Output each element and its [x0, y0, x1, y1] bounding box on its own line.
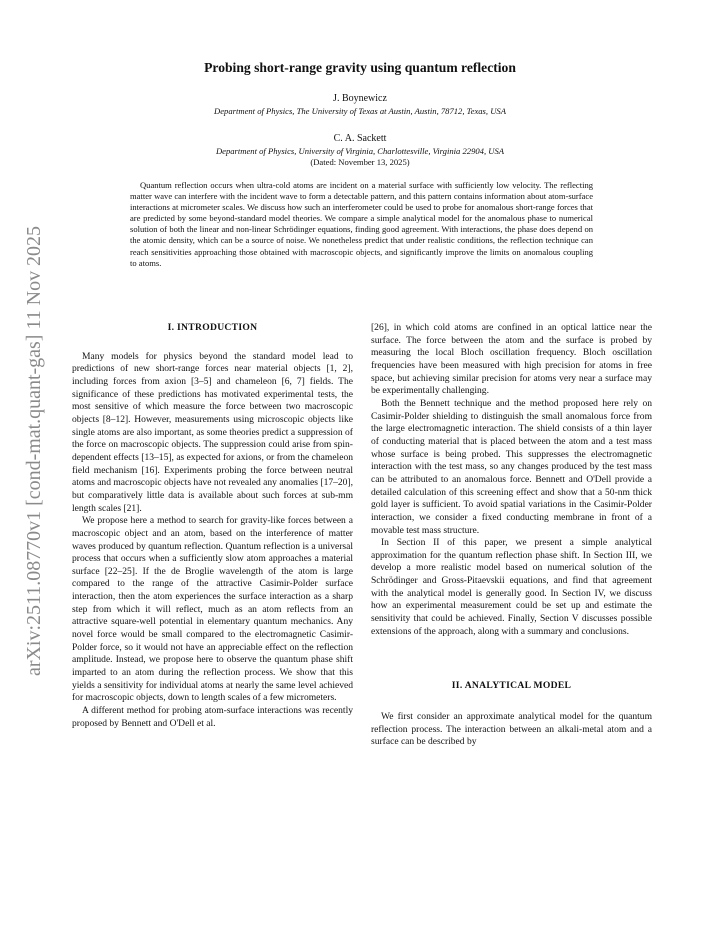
intro-paragraph-2: We propose here a method to search for gravity-like forces between a macroscopic object and an atom, based on the interference of matter waves produced by quantum reflection. Quantum reflection is a universal process that occurs when a sufficiently slow atom approaches a material surface [22–25]. If the de Broglie wavelength of the atom is large compared to the range of the attractive Casimir-Polder surface interaction, then the atom experiences the surface interaction as a sharp step from which it will reflect, much as an atom reflects from an attractive square-well potential in elementary quantum mechanics. Any novel force would be small compared to the electromagnetic Casimir-Polder force, so it would not have an appreciable effect on the reflection amplitude. Instead, we propose here to observe the quantum phase shift imparted to an atom during the reflection process. We show that this yields a sensitivity for individual atoms at nearly the same level achieved for macroscopic objects, down to length scales of a few micrometers. — [72, 515, 353, 704]
left-column — [72, 322, 353, 730]
section-heading-analytical-model: II. ANALYTICAL MODEL — [451, 680, 572, 692]
abstract: Quantum reflection occurs when ultra-cold atoms are incident on a material surface with sufficiently low velocity. The reflecting matter wave can interfere with the incident wave to form a detectable pattern, and this pattern contains information about atom-surface interactions at micrometer scales. We discuss how such an interferometer could be used to probe for anomalous short-range forces that are predicted by some beyond-standard model theories. We compare a simple analytical model for the anomalous phase to numerical solution of both the linear and non-linear Schrödinger equations, finding good agreement. With interactions, the phase does depend on the atomic density, which can be a source of noise. We nonetheless predict that under realistic conditions, the reflection technique can reach sensitivities approaching those obtained with macroscopic objects, and significantly improve the limits on anomalous coupling to atoms. — [130, 180, 593, 268]
dated-line: (Dated: November 13, 2025) — [310, 157, 410, 167]
intro-paragraph-continued: [26], in which cold atoms are confined in an optical lattice near the surface. The force between the atom and the surface is probed by measuring the local Bloch oscillation frequency. Bloch oscillation frequencies have been measured with high precision for atoms in free space, but achieving similar precision for atoms very near a surface may be experimentally challenging. — [371, 322, 652, 397]
arxiv-stamp-text: arXiv:2511.08770v1 [cond-mat.quant-gas] 11 Nov 2025 — [24, 236, 45, 676]
intro-paragraph-1: Many models for physics beyond the standard model lead to predictions of new short-range forces near material objects [1, 2], including forces from axion [3–5] and chameleon [6, 7] fields. The significance of these predictions has motivated experimental tests, the most sensitive of which measure the force between two macroscopic objects [8–12]. However, measurements using microscopic objects like single atoms are also important, as some theories predict a suppression of the force on macroscopic objects. The suppression could arise from spin-dependent effects [13–15], as expected for axions, or from the chameleon field mechanism [16]. Experiments probing the force between neutral atoms and macroscopic objects have not revealed any anomalies [17–20], but comparatively little data is available about such forces at sub-mm length scales [21]. — [72, 350, 354, 514]
author-affiliation-2: Department of Physics, University of Virginia, Charlottesville, Virginia 22904, USA — [215, 146, 505, 156]
intro-paragraph-4: Both the Bennett technique and the method proposed here rely on Casimir-Polder shielding to distinguish the small anomalous force from the large electromagnetic interaction. The shield consists of a thin layer of conducting material that is placed between the atom and a test mass whose surface is being probed. This suppresses the electromagnetic interaction with the test mass, so any changes produced by the test mass can be attributed to an anomalous force. Bennett and O'Dell provide a detailed calculation of this screening effect and show that a 50-nm thick gold layer is sufficient. To avoid spatial variations in the Casimir-Polder interaction, we consider a fixed conducting membrane in front of a movable test mass structure. — [371, 397, 652, 536]
section-heading-introduction: I. INTRODUCTION — [167, 322, 258, 333]
author-affiliation-1: Department of Physics, The University of Texas at Austin, Austin, 78712, Texas, USA — [214, 106, 506, 116]
right-column — [371, 322, 652, 749]
intro-paragraph-3: A different method for probing atom-surface interactions was recently proposed by Bennett and O'Dell et al. — [72, 705, 353, 729]
paper-title: Probing short-range gravity using quantum reflection — [204, 60, 516, 75]
arxiv-stamp — [8, 222, 52, 682]
intro-paragraph-5: In Section II of this paper, we present a simple analytical approximation for the quantum reflection phase shift. In Section III, we develop a more realistic model based on numerical solution of the Schrödinger and Gross-Pitaevskii equations, and find that agreement with the analytical model is generally good. In Section IV, we discuss how an experimental measurement could be set up and estimate the sensitivity that could be achieved. Finally, Section V discusses possible extensions of the approach, along with a summary and conclusions. — [371, 537, 652, 637]
author-name-1: J. Boynewicz — [333, 93, 387, 104]
model-paragraph-1: We first consider an approximate analytical model for the quantum reflection process. The interaction between an alkali-metal atom and a surface can be described by — [371, 711, 652, 748]
author-name-2: C. A. Sackett — [333, 133, 387, 144]
